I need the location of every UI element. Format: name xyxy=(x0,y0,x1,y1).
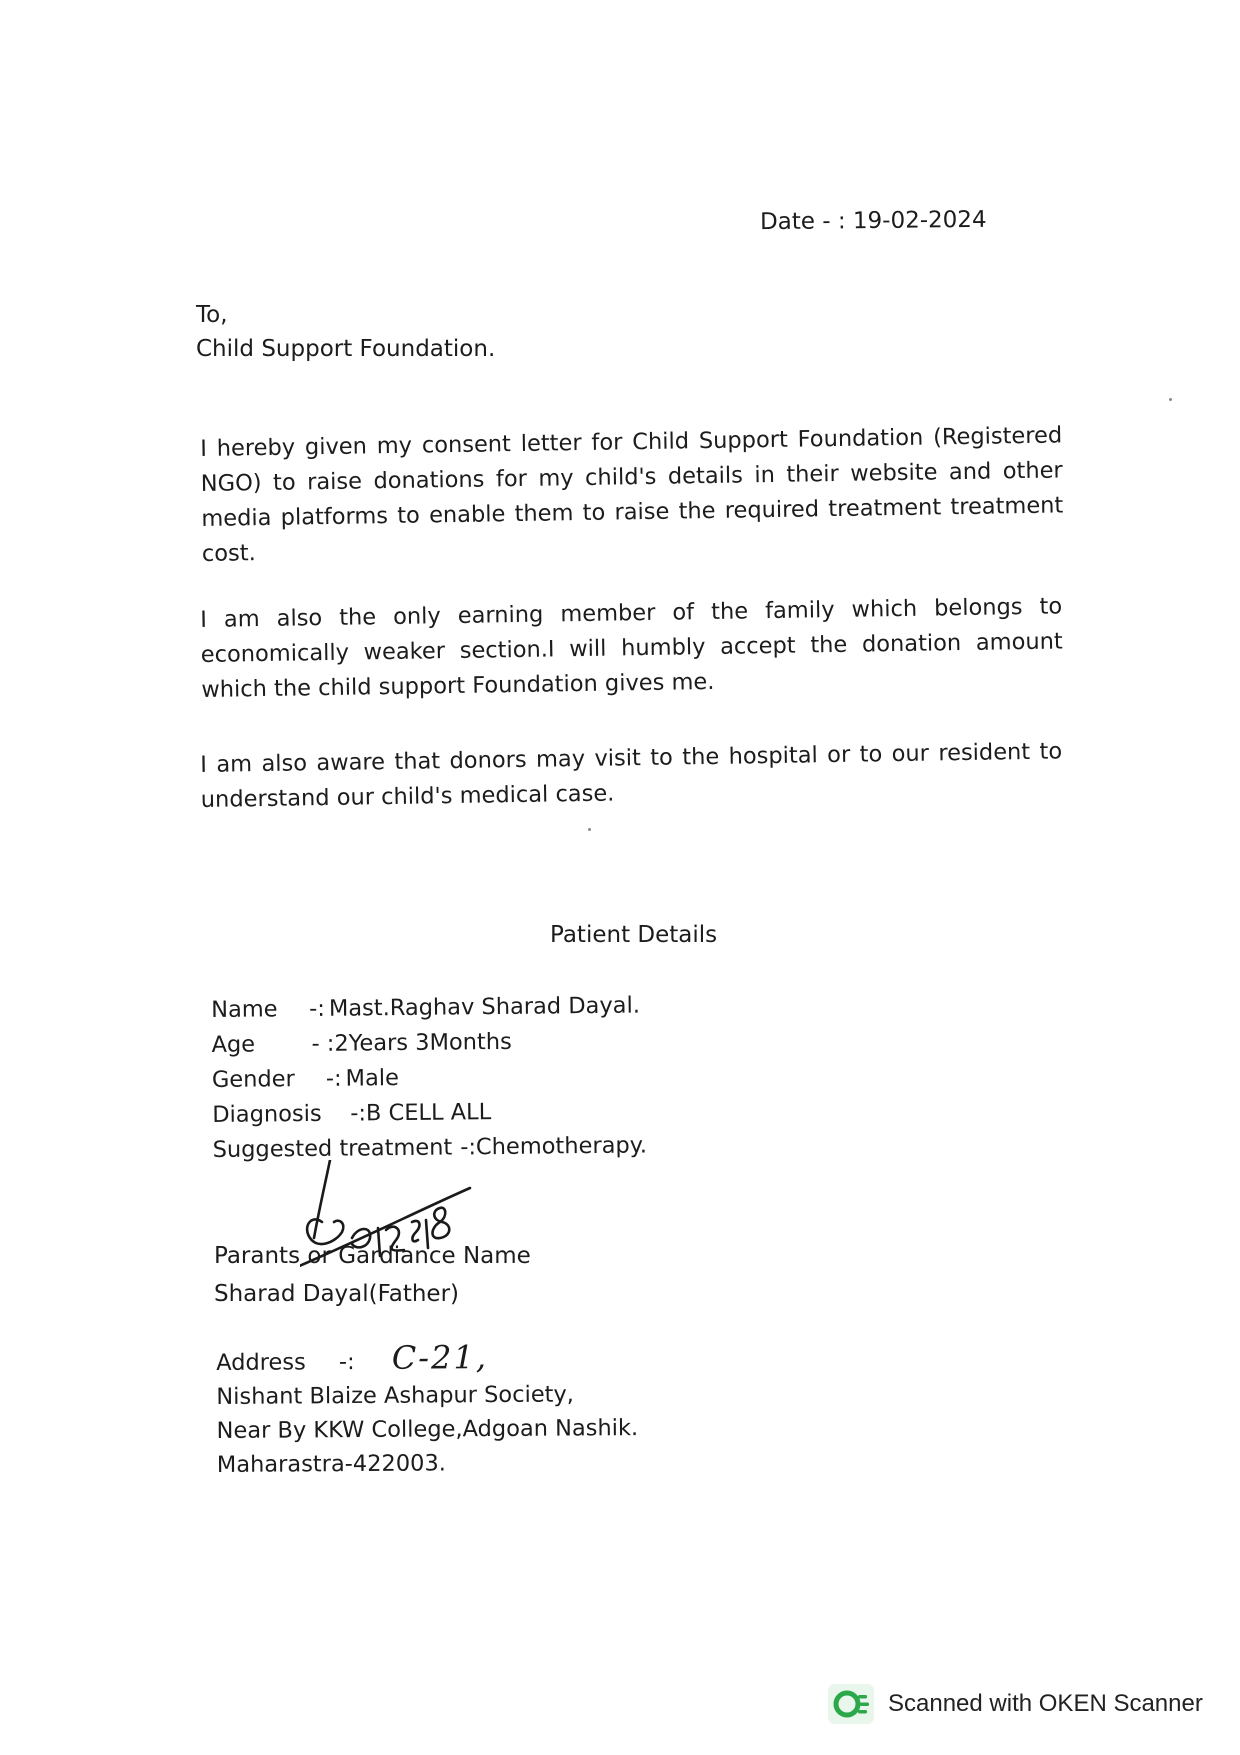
treatment-value: -:Chemotherapy. xyxy=(460,1132,648,1161)
name-separator: -: xyxy=(309,995,326,1022)
patient-details-list xyxy=(211,988,647,1168)
diagnosis-label: Diagnosis xyxy=(212,1100,322,1128)
oken-scanner-logo-icon xyxy=(828,1684,874,1724)
age-label: Age xyxy=(211,1031,256,1058)
gender-separator: -: xyxy=(325,1065,342,1092)
name-label: Name xyxy=(211,996,278,1023)
guardian-label: Parants or Gardiance Name xyxy=(214,1243,531,1269)
guardian-block xyxy=(214,1237,531,1313)
diagnosis-row xyxy=(212,1093,647,1133)
gender-row xyxy=(212,1058,647,1098)
address-handwritten-number: C-21, xyxy=(391,1338,489,1377)
salutation: To, xyxy=(196,302,228,328)
address-label: Address xyxy=(216,1349,306,1376)
name-value: Mast.Raghav Sharad Dayal. xyxy=(328,992,641,1022)
address-separator: -: xyxy=(338,1349,355,1376)
recipient-organization: Child Support Foundation. xyxy=(196,336,496,362)
recipient-block xyxy=(196,298,495,366)
visit-paragraph: I am also aware that donors may visit to the hospital or to our resident to understand our child's medical case. xyxy=(200,738,1063,813)
diagnosis-value: -:B CELL ALL xyxy=(350,1099,492,1127)
guardian-name: Sharad Dayal(Father) xyxy=(214,1281,459,1307)
address-first-line xyxy=(216,1339,638,1380)
address-line-1: Nishant Blaize Ashapur Society, xyxy=(216,1381,574,1410)
patient-details-heading: Patient Details xyxy=(550,922,718,948)
scanner-watermark xyxy=(828,1684,1203,1724)
address-line-3: Maharastra-422003. xyxy=(216,1450,446,1478)
scanner-watermark-text: Scanned with OKEN Scanner xyxy=(888,1690,1203,1717)
age-value: - :2Years 3Months xyxy=(311,1028,512,1057)
treatment-label: Suggested treatment xyxy=(212,1134,453,1163)
gender-value: Male xyxy=(345,1065,400,1092)
letter-date: Date - : 19-02-2024 xyxy=(759,206,987,236)
address-block xyxy=(216,1339,639,1482)
consent-paragraph: I hereby given my consent letter for Child Support Foundation (Registered NGO) to raise donations for my child's details in their website and other media platforms to enable them to raise the required treatment treatment cost. xyxy=(200,422,1064,567)
scan-speck xyxy=(1169,398,1172,401)
scan-speck xyxy=(588,828,591,831)
gender-label: Gender xyxy=(211,1066,295,1093)
age-row xyxy=(211,1023,646,1063)
income-paragraph: I am also the only earning member of the family which belongs to economically weaker section.I will humbly accept the donation amount which the child support Foundation gives me. xyxy=(200,593,1063,703)
address-line-2: Near By KKW College,Adgoan Nashik. xyxy=(216,1415,639,1444)
name-row xyxy=(211,988,646,1028)
